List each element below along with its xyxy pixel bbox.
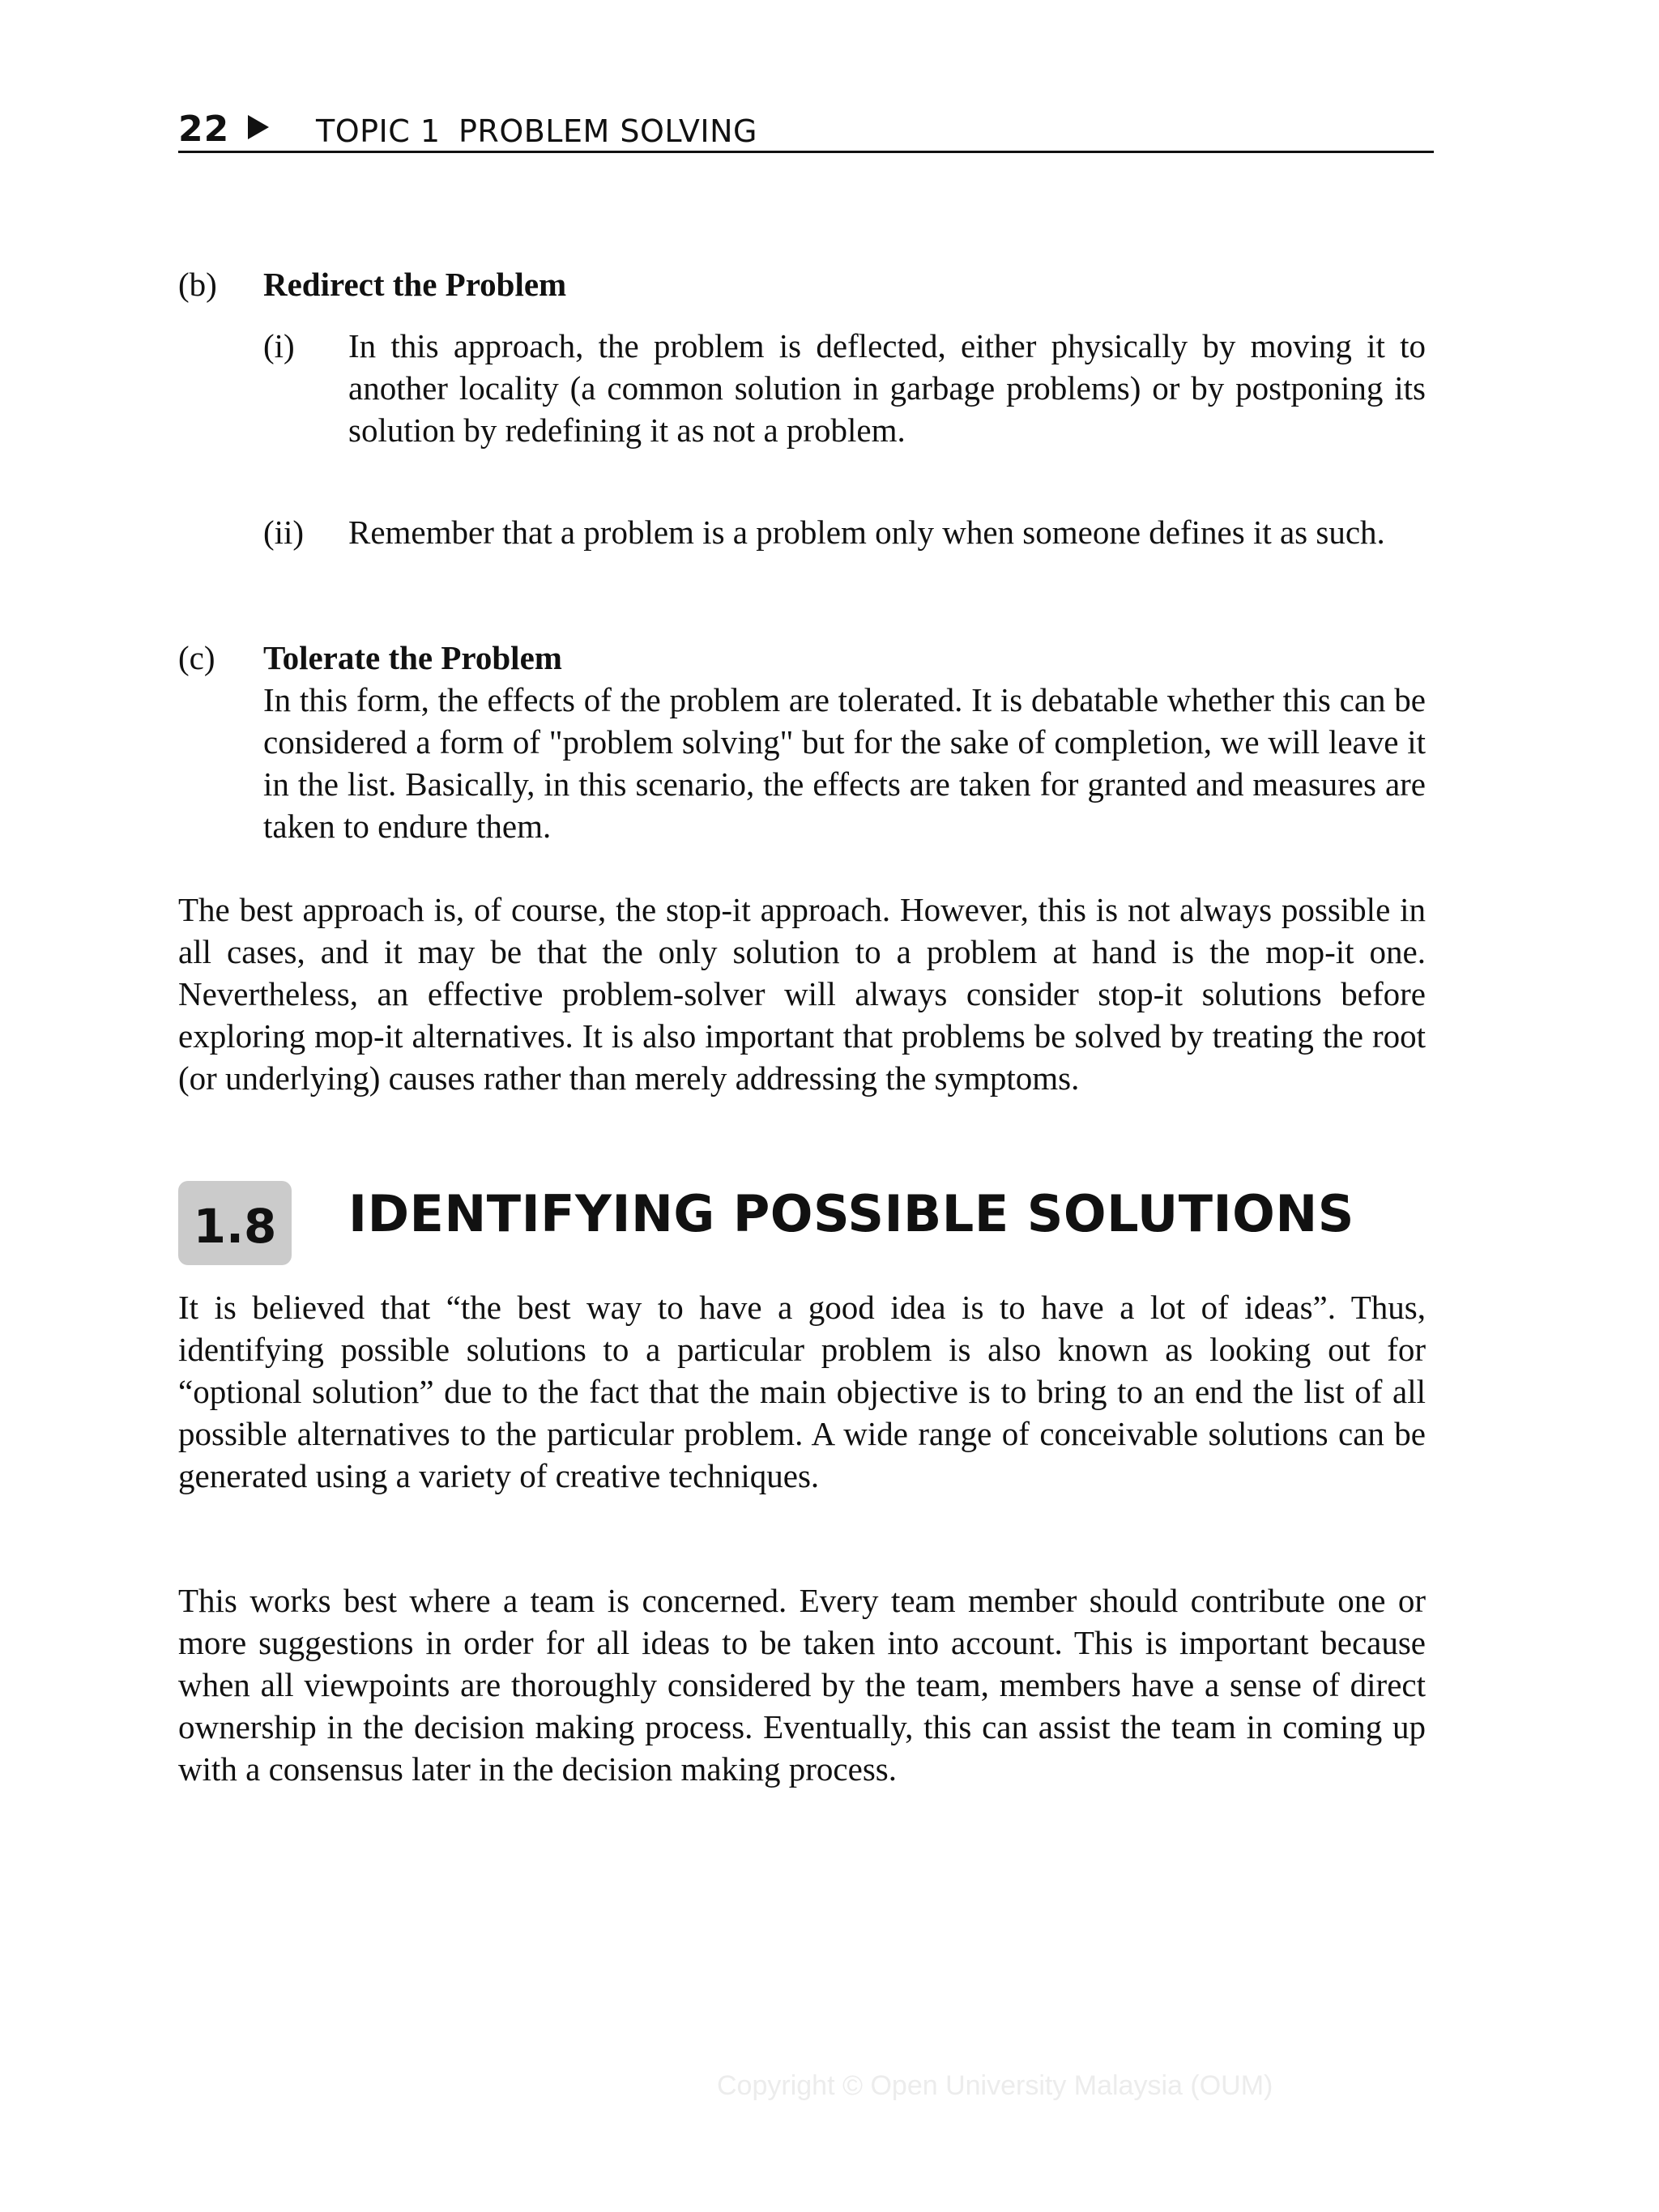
running-header (178, 104, 1434, 153)
subitem-ii-text: Remember that a problem is a problem only when someone defines it as such. (348, 514, 1385, 551)
subitem-ii-label: (ii) (263, 514, 305, 551)
section-number-badge: 1.8 (178, 1181, 292, 1265)
page-number: 22 (178, 109, 230, 150)
section-paragraph-1: It is believed that “the best way to have a good idea is to have a lot of ideas”. Thus, identifying possible solutions to a particular problem is also known as looking out for “optional solution” due to the fact that the main objective is to bring to an end the list of all possible alternatives to the particular problem. A wide range of conceivable solutions can be generated using a variety of creative techniques. (178, 1289, 1426, 1494)
item-c-label: (c) (178, 639, 215, 676)
play-arrow-icon (248, 115, 269, 139)
item-b-title: Redirect the Problem (263, 266, 567, 303)
item-b-label: (b) (178, 266, 217, 303)
topic-label: TOPIC 1 (316, 113, 441, 149)
paragraph-best-approach: The best approach is, of course, the stop-it approach. However, this is not always possible in all cases, and it may be that the only solution to a problem at hand is the mop-it one. Nevertheless, an effective problem-solver will always consider stop-it solutions before exploring mop-it alternatives. It is also important that problems be solved by treating the root (or underlying) causes rather than merely addressing the symptoms. (178, 891, 1426, 1097)
item-c-text: In this form, the effects of the problem are tolerated. It is debatable whether this can be considered a form of "problem solving" but for the sake of completion, we will leave it in the list. Basically, in this scenario, the effects are taken for granted and measures are taken to endure them. (263, 681, 1426, 845)
subitem-i-label: (i) (263, 327, 295, 364)
item-c-title: Tolerate the Problem (263, 639, 562, 676)
copyright-watermark: Copyright © Open University Malaysia (OUM) (717, 2070, 1273, 2101)
section-paragraph-2: This works best where a team is concerned. Every team member should contribute one or more suggestions in order for all ideas to be taken into account. This is important because when all viewpoints are thoroughly considered by the team, members have a sense of direct ownership in the decision making process. Eventually, this can assist the team in coming up with a consensus later in the decision making process. (178, 1582, 1426, 1788)
subitem-i-text: In this approach, the problem is deflected, either physically by moving it to another locality (a common solution in garbage problems) or by postponing its solution by redefining it as not a problem. (348, 327, 1426, 449)
chapter-title: PROBLEM SOLVING (458, 113, 757, 149)
section-heading: IDENTIFYING POSSIBLE SOLUTIONS (348, 1184, 1354, 1243)
